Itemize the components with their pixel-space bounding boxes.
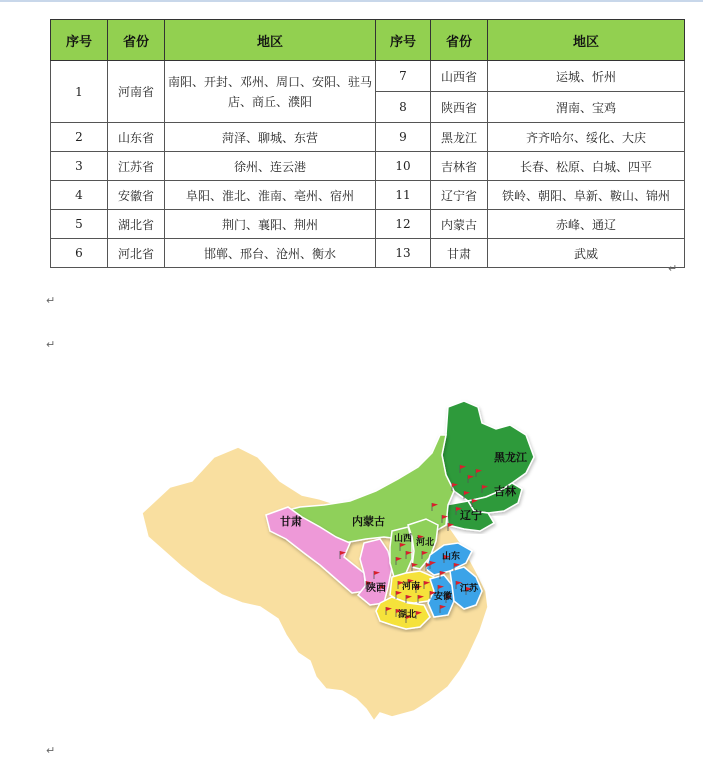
- paragraph-mark: ↵: [46, 338, 56, 351]
- header-region-2: 地区: [488, 20, 685, 61]
- cell-no: 13: [376, 239, 431, 268]
- header-region: 地区: [165, 20, 376, 61]
- cell-no: 12: [376, 210, 431, 239]
- cell-no: 2: [51, 123, 108, 152]
- map-label-hubei: 湖北: [398, 610, 417, 620]
- map-label-shanxi: 山西: [394, 534, 413, 544]
- cell-region: 铁岭、朝阳、阜新、鞍山、锦州: [488, 181, 685, 210]
- table-row: [51, 152, 685, 181]
- map-label-hebei: 河北: [416, 538, 435, 548]
- paragraph-mark: ↵: [46, 294, 56, 307]
- cell-province: 黑龙江: [431, 123, 488, 152]
- paragraph-mark: ↵: [46, 744, 56, 757]
- cell-province: 甘肃: [431, 239, 488, 268]
- cell-province: 陕西省: [431, 92, 488, 123]
- paragraph-mark: ↵: [668, 262, 678, 275]
- cell-province: 河南省: [108, 61, 165, 123]
- map-label-liaoning: 辽宁: [460, 509, 482, 522]
- cell-province: 安徽省: [108, 181, 165, 210]
- cell-region: 渭南、宝鸡: [488, 92, 685, 123]
- china-map-svg: [130, 395, 550, 725]
- map-label-henan: 河南: [402, 582, 421, 592]
- map-label-heilongjiang: 黑龙江: [494, 451, 527, 464]
- cell-province: 江苏省: [108, 152, 165, 181]
- header-no-2: 序号: [376, 20, 431, 61]
- table-row: [51, 61, 685, 92]
- table-row: [51, 210, 685, 239]
- cell-region: 阜阳、淮北、淮南、亳州、宿州: [165, 181, 376, 210]
- cell-region: 齐齐哈尔、绥化、大庆: [488, 123, 685, 152]
- region-table: [50, 19, 670, 268]
- map-label-jilin: 吉林: [494, 485, 516, 498]
- cell-no: 4: [51, 181, 108, 210]
- cell-no: 10: [376, 152, 431, 181]
- table-header-row: [51, 20, 685, 61]
- china-map: [130, 395, 550, 725]
- header-province: 省份: [108, 20, 165, 61]
- cell-no: 6: [51, 239, 108, 268]
- cell-province: 辽宁省: [431, 181, 488, 210]
- cell-region: 荆门、襄阳、荆州: [165, 210, 376, 239]
- cell-no: 3: [51, 152, 108, 181]
- cell-province: 湖北省: [108, 210, 165, 239]
- cell-region: 运城、忻州: [488, 61, 685, 92]
- table-row: [51, 123, 685, 152]
- cell-province: 吉林省: [431, 152, 488, 181]
- map-label-gansu: 甘肃: [280, 515, 302, 528]
- cell-region: 长春、松原、白城、四平: [488, 152, 685, 181]
- cell-no: 7: [376, 61, 431, 92]
- cell-region: 武威: [488, 239, 685, 268]
- map-label-anhui: 安徽: [434, 592, 453, 602]
- cell-no: 11: [376, 181, 431, 210]
- map-label-shandong: 山东: [442, 552, 461, 562]
- cell-region: 邯郸、邢台、沧州、衡水: [165, 239, 376, 268]
- cell-region: 徐州、连云港: [165, 152, 376, 181]
- cell-province: 河北省: [108, 239, 165, 268]
- table-row: [51, 181, 685, 210]
- cell-region: 南阳、开封、邓州、周口、安阳、驻马店、商丘、濮阳: [165, 61, 376, 123]
- cell-no: 5: [51, 210, 108, 239]
- map-label-shaanxi: 陕西: [366, 583, 386, 594]
- header-no: 序号: [51, 20, 108, 61]
- cell-province: 山西省: [431, 61, 488, 92]
- cell-no: 1: [51, 61, 108, 123]
- cell-no: 9: [376, 123, 431, 152]
- map-label-neimenggu: 内蒙古: [352, 515, 385, 528]
- cell-no: 8: [376, 92, 431, 123]
- cell-province: 内蒙古: [431, 210, 488, 239]
- cell-province: 山东省: [108, 123, 165, 152]
- map-label-jiangsu: 江苏: [460, 584, 479, 594]
- cell-region: 菏泽、聊城、东营: [165, 123, 376, 152]
- page-top-border: [0, 0, 703, 2]
- table-row: [51, 239, 685, 268]
- cell-region: 赤峰、通辽: [488, 210, 685, 239]
- header-province-2: 省份: [431, 20, 488, 61]
